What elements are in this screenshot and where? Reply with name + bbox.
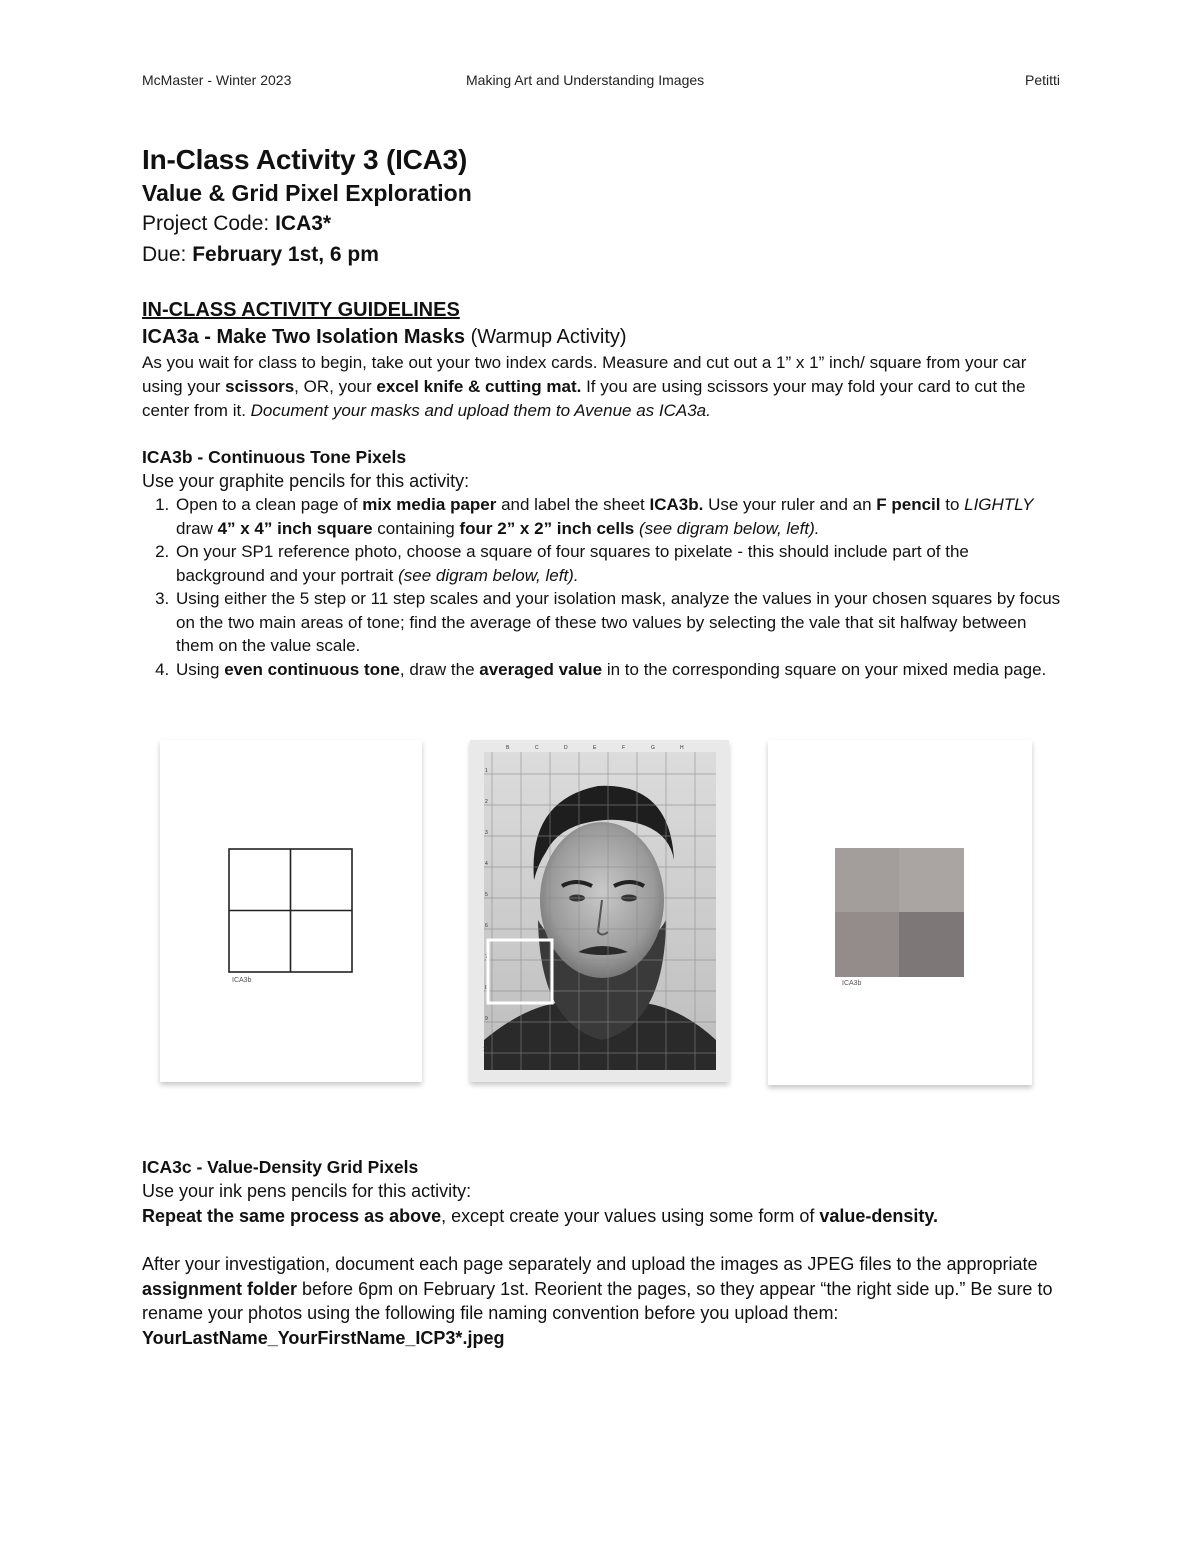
value-cells-figure (768, 740, 1032, 1085)
grid-diagram-svg (160, 740, 422, 1082)
page-title: In-Class Activity 3 (ICA3) (142, 144, 468, 175)
svg-text:4: 4 (485, 861, 488, 867)
svg-text:B: B (506, 745, 510, 751)
project-code: Project Code: ICA3* (142, 212, 332, 235)
ica3a-title: ICA3a - Make Two Isolation Masks (Warmup Activity) (142, 326, 627, 348)
svg-text:G: G (651, 745, 655, 751)
svg-text:F: F (622, 745, 626, 751)
svg-text:D: D (564, 745, 568, 751)
svg-text:7: 7 (485, 954, 488, 960)
value-cells-svg (768, 740, 1032, 1085)
svg-text:H: H (680, 745, 684, 751)
reference-photo-figure (470, 740, 729, 1082)
header-course: McMaster - Winter 2023 (142, 72, 292, 88)
guidelines-heading: IN-CLASS ACTIVITY GUIDELINES (142, 299, 460, 321)
ica3a-description: As you wait for class to begin, take out your two index cards. Measure and cut out a 1” x 1” inch/ square from your car using your scissors, OR, your excel knife & cutting mat. If you are using scissors your may fold your card to cut the center from it. Document your masks and upload them to Avenue as ICA3a. (142, 353, 1027, 420)
svg-text:8: 8 (485, 985, 488, 991)
ica3c-instructions: Repeat the same process as above, except create your values using some form of value-density. (142, 1205, 939, 1226)
value-sheet-label: ICA3b (842, 980, 862, 987)
ica3b-steps (142, 493, 1062, 681)
svg-text:6: 6 (485, 923, 488, 929)
svg-text:5: 5 (485, 892, 488, 898)
svg-text:9: 9 (485, 1016, 488, 1022)
list-item: 1. Open to a clean page of mix media paper and label the sheet ICA3b. Use your ruler and an F pencil to LIGHTLY draw 4” x 4” inch square containing four 2” x 2” inch cells (see digram below, left). (174, 493, 1062, 540)
list-item: 4. Using even continuous tone, draw the averaged value in to the corresponding square on your mixed media page. (174, 658, 1062, 682)
svg-text:E: E (593, 745, 597, 751)
header-author: Petitti (1024, 72, 1060, 88)
ica3b-title: ICA3b - Continuous Tone Pixels (142, 447, 407, 467)
svg-text:2: 2 (485, 799, 488, 805)
grid-diagram-figure (160, 740, 422, 1082)
list-item: 3. Using either the 5 step or 11 step scales and your isolation mask, analyze the values in your chosen squares by focus on the two main areas of tone; find the average of these two values by selecting the vale that sit halfway between them on the value scale. (174, 587, 1062, 658)
svg-text:C: C (535, 745, 539, 751)
value-cell-bottom-left (835, 912, 899, 977)
page-subtitle: Value & Grid Pixel Exploration (142, 180, 472, 206)
reference-photo-svg (470, 740, 729, 1082)
list-item: 2. On your SP1 reference photo, choose a square of four squares to pixelate - this should include part of the background and your portrait (see digram below, left). (174, 540, 1062, 587)
ica3c-intro: Use your ink pens pencils for this activity: (142, 1181, 472, 1201)
ica3b-intro: Use your graphite pencils for this activity: (142, 471, 470, 491)
svg-text:10: 10 (483, 1047, 489, 1053)
value-cell-top-left (835, 848, 899, 912)
svg-text:1: 1 (485, 768, 488, 774)
ica3c-title: ICA3c - Value-Density Grid Pixels (142, 1157, 419, 1177)
ica3c-section (142, 1155, 1062, 1350)
svg-text:3: 3 (485, 830, 488, 836)
document-body (142, 142, 1062, 681)
due-date: Due: February 1st, 6 pm (142, 243, 379, 266)
value-cell-top-right (899, 848, 964, 912)
value-cell-bottom-right (899, 912, 964, 977)
grid-sheet-label: ICA3b (232, 977, 252, 984)
upload-instructions: After your investigation, document each page separately and upload the images as JPEG files to the appropriate assignment folder before 6pm on February 1st. Reorient the pages, so they appear “the right side up.” Be sure to rename your photos using the following file naming convention before you upload them: YourLastName_YourFirstName_ICP3*.jpeg (142, 1254, 1053, 1348)
header-title: Making Art and Understanding Images (466, 72, 705, 88)
